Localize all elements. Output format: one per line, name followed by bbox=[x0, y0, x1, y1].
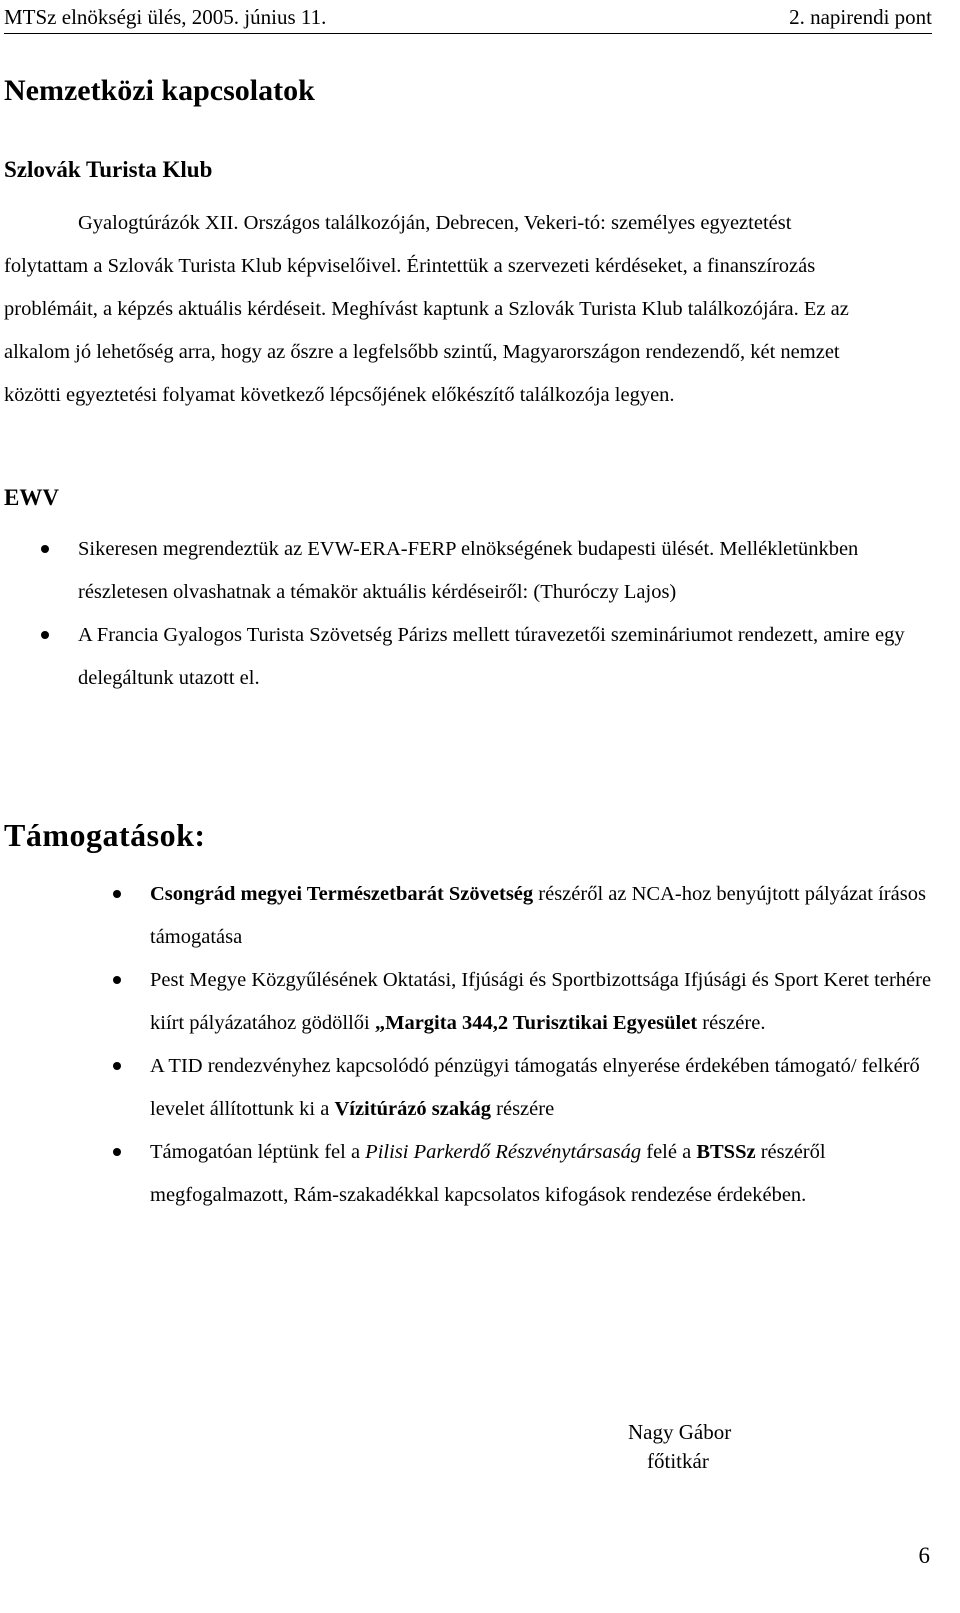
signature-name: Nagy Gábor bbox=[628, 1420, 732, 1444]
bullet-icon bbox=[41, 545, 49, 553]
bullet-icon bbox=[113, 1148, 121, 1156]
bullet-icon bbox=[41, 631, 49, 639]
bullet-icon bbox=[113, 976, 121, 984]
support-item-bold: Csongrád megyei Természetbarát Szövetség bbox=[150, 883, 534, 905]
page-title: Nemzetközi kapcsolatok bbox=[4, 74, 315, 107]
support-item-text: Pest Megye Közgyűlésének Oktatási, Ifjúsági és Sportbizottsága Ifjúsági és Sport Keret terhére kiírt pályázatához gödöllői bbox=[150, 969, 932, 1034]
section-heading-szlovak: Szlovák Turista Klub bbox=[4, 157, 213, 182]
bullet-icon bbox=[113, 1062, 121, 1070]
support-item-text: felé a bbox=[641, 1141, 697, 1163]
support-item-text: Támogatóan léptünk fel a bbox=[150, 1141, 366, 1163]
list-item bbox=[150, 1131, 940, 1217]
support-item-text: részéről megfogalmazott, Rám-szakadékkal kapcsolatos kifogások rendezése érdekében. bbox=[150, 1141, 826, 1206]
section-heading-ewv: EWV bbox=[4, 485, 59, 510]
signature-block bbox=[628, 1418, 731, 1476]
szlovak-paragraph: Gyalogtúrázók XII. Országos találkozóján, Debrecen, Vekeri-tó: személyes egyeztetést folytattam a Szlovák Turista Klub képviselőivel. Érintettük a szervezeti kérdéseket, a finanszírozás problémáit, a képzés aktuális kérdéseit. Meghívást kaptunk a Szlovák Turista Klub találkozójára. Ez az alkalom jó lehetőség arra, hogy az őszre a legfelsőbb szintű, Magyarországon rendezendő, két nemzet közötti egyeztetési folyamat következő lépcsőjének előkészítő találkozója legyen. bbox=[4, 212, 849, 406]
page-header bbox=[4, 3, 932, 34]
list-item bbox=[150, 1045, 940, 1131]
ewv-list bbox=[78, 528, 908, 700]
support-item-italic: Pilisi Parkerdő Részvénytársaság bbox=[365, 1141, 642, 1163]
bullet-icon bbox=[113, 890, 121, 898]
support-item-text: részéről az NCA-hoz benyújtott pályázat írásos támogatása bbox=[150, 883, 926, 948]
section-heading-support: Támogatások: bbox=[4, 817, 206, 853]
support-item-bold: Vízitúrázó szakág bbox=[334, 1098, 492, 1120]
support-item-text: A TID rendezvényhez kapcsolódó pénzügyi támogatás elnyerése érdekében támogató/ felkérő levelet állítottunk ki a bbox=[150, 1055, 920, 1120]
support-list bbox=[150, 873, 940, 1217]
list-item bbox=[78, 614, 908, 700]
list-item bbox=[150, 873, 940, 959]
signature-title: főtitkár bbox=[647, 1449, 709, 1473]
header-agenda-item: 2. napirendi pont bbox=[789, 5, 932, 29]
support-item-text: részére. bbox=[697, 1012, 766, 1034]
support-item-bold: BTSSz bbox=[696, 1141, 756, 1163]
support-item-bold: „Margita 344,2 Turisztikai Egyesület bbox=[374, 1012, 698, 1034]
page-number: 6 bbox=[918, 1543, 930, 1568]
list-item bbox=[78, 528, 908, 614]
ewv-item-text: Sikeresen megrendeztük az EVW-ERA-FERP elnökségének budapesti ülését. Mellékletünkben részletesen olvashatnak a témakör aktuális kérdéseiről: (Thuróczy Lajos) bbox=[78, 538, 859, 603]
support-item-text: részére bbox=[491, 1098, 555, 1120]
ewv-item-text: A Francia Gyalogos Turista Szövetség Párizs mellett túravezetői szemináriumot rendezett, amire egy delegáltunk utazott el. bbox=[78, 624, 905, 689]
list-item bbox=[150, 959, 940, 1045]
header-meeting-title: MTSz elnökségi ülés, 2005. június 11. bbox=[4, 5, 327, 29]
